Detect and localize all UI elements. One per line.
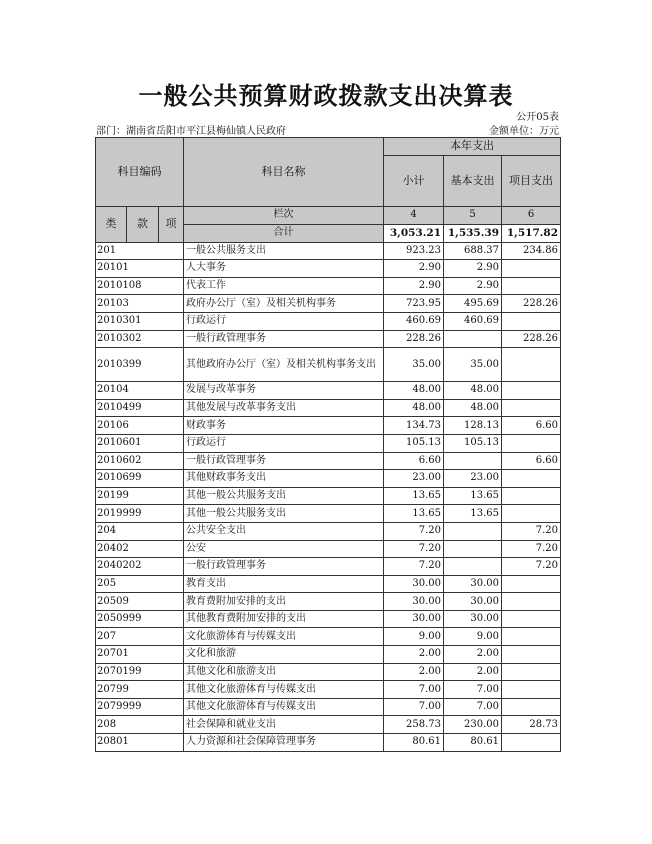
table-row — [96, 242, 561, 260]
row-subtotal: 7.20 — [384, 540, 444, 558]
row-code: 20106 — [96, 417, 184, 435]
table-row — [96, 540, 561, 558]
row-project — [502, 593, 561, 611]
row-subtotal: 30.00 — [384, 575, 444, 593]
row-code: 2010108 — [96, 277, 184, 295]
row-basic — [444, 540, 502, 558]
row-code: 205 — [96, 575, 184, 593]
row-subtotal: 228.26 — [384, 330, 444, 348]
table-row — [96, 698, 561, 716]
row-project — [502, 575, 561, 593]
row-project: 228.26 — [502, 295, 561, 313]
row-basic: 30.00 — [444, 575, 502, 593]
row-project — [502, 663, 561, 681]
row-name: 其他文化旅游体育与传媒支出 — [184, 681, 384, 699]
row-code: 20104 — [96, 382, 184, 400]
row-name: 一般行政管理事务 — [184, 558, 384, 576]
row-basic: 13.65 — [444, 487, 502, 505]
row-project — [502, 434, 561, 452]
row-name: 社会保障和就业支出 — [184, 716, 384, 734]
row-project — [502, 487, 561, 505]
row-basic: 105.13 — [444, 434, 502, 452]
table-row — [96, 312, 561, 330]
row-basic: 2.00 — [444, 663, 502, 681]
row-project: 7.20 — [502, 540, 561, 558]
table-row — [96, 470, 561, 488]
row-code: 2010699 — [96, 470, 184, 488]
table-row — [96, 382, 561, 400]
row-name: 人力资源和社会保障管理事务 — [184, 734, 384, 752]
row-basic: 2.90 — [444, 277, 502, 295]
row-basic: 23.00 — [444, 470, 502, 488]
table-row — [96, 610, 561, 628]
header-col-5: 5 — [444, 206, 502, 224]
row-name: 一般行政管理事务 — [184, 452, 384, 470]
row-code: 2010602 — [96, 452, 184, 470]
row-name: 其他文化旅游体育与传媒支出 — [184, 698, 384, 716]
row-code: 2040202 — [96, 558, 184, 576]
row-subtotal: 23.00 — [384, 470, 444, 488]
row-project: 6.60 — [502, 452, 561, 470]
row-name: 其他发展与改革事务支出 — [184, 399, 384, 417]
table-row — [96, 628, 561, 646]
header-name: 科目名称 — [184, 138, 384, 207]
table-row — [96, 487, 561, 505]
row-name: 文化和旅游 — [184, 646, 384, 664]
row-basic: 30.00 — [444, 610, 502, 628]
table-row — [96, 558, 561, 576]
row-code: 20799 — [96, 681, 184, 699]
row-name: 行政运行 — [184, 434, 384, 452]
row-project: 6.60 — [502, 417, 561, 435]
row-code: 201 — [96, 242, 184, 260]
table-row — [96, 505, 561, 523]
row-basic: 30.00 — [444, 593, 502, 611]
row-subtotal: 13.65 — [384, 505, 444, 523]
table-row — [96, 348, 561, 382]
header-basic: 基本支出 — [444, 155, 502, 206]
row-basic: 495.69 — [444, 295, 502, 313]
header-project: 项目支出 — [502, 155, 561, 206]
table-row — [96, 417, 561, 435]
table-row — [96, 330, 561, 348]
row-subtotal: 48.00 — [384, 399, 444, 417]
row-basic: 460.69 — [444, 312, 502, 330]
header-lei: 类 — [96, 206, 127, 242]
header-code: 科目编码 — [96, 138, 184, 207]
row-name: 其他财政事务支出 — [184, 470, 384, 488]
row-subtotal: 30.00 — [384, 610, 444, 628]
table-row — [96, 593, 561, 611]
expenditure-table — [95, 137, 561, 752]
row-name: 公共安全支出 — [184, 522, 384, 540]
header-year-expense: 本年支出 — [384, 138, 561, 156]
row-basic — [444, 522, 502, 540]
row-subtotal: 134.73 — [384, 417, 444, 435]
header-column-index: 栏次 — [184, 206, 384, 224]
row-subtotal: 7.20 — [384, 522, 444, 540]
row-subtotal: 35.00 — [384, 348, 444, 382]
row-name: 文化旅游体育与传媒支出 — [184, 628, 384, 646]
row-basic: 48.00 — [444, 399, 502, 417]
total-project: 1,517.82 — [502, 224, 561, 242]
row-subtotal: 2.90 — [384, 260, 444, 278]
page-title: 一般公共预算财政拨款支出决算表 — [138, 81, 514, 110]
row-basic: 7.00 — [444, 681, 502, 699]
row-code: 2010302 — [96, 330, 184, 348]
row-subtotal: 460.69 — [384, 312, 444, 330]
table-row — [96, 734, 561, 752]
row-subtotal: 7.20 — [384, 558, 444, 576]
row-code: 2079999 — [96, 698, 184, 716]
table-row — [96, 452, 561, 470]
row-project — [502, 628, 561, 646]
row-name: 行政运行 — [184, 312, 384, 330]
row-name: 人大事务 — [184, 260, 384, 278]
row-subtotal: 7.00 — [384, 698, 444, 716]
row-name: 教育费附加安排的支出 — [184, 593, 384, 611]
row-project: 228.26 — [502, 330, 561, 348]
table-row — [96, 277, 561, 295]
row-project — [502, 312, 561, 330]
table-row — [96, 399, 561, 417]
table-row — [96, 716, 561, 734]
row-code: 20101 — [96, 260, 184, 278]
row-basic: 2.00 — [444, 646, 502, 664]
row-project — [502, 348, 561, 382]
row-subtotal: 723.95 — [384, 295, 444, 313]
total-label: 合计 — [184, 224, 384, 242]
row-subtotal: 30.00 — [384, 593, 444, 611]
row-basic: 9.00 — [444, 628, 502, 646]
table-row — [96, 434, 561, 452]
row-name: 教育支出 — [184, 575, 384, 593]
row-subtotal: 80.61 — [384, 734, 444, 752]
row-basic: 688.37 — [444, 242, 502, 260]
row-name: 一般公共服务支出 — [184, 242, 384, 260]
row-project — [502, 610, 561, 628]
row-code: 20801 — [96, 734, 184, 752]
row-project — [502, 505, 561, 523]
row-project — [502, 698, 561, 716]
row-project — [502, 646, 561, 664]
row-code: 207 — [96, 628, 184, 646]
total-subtotal: 3,053.21 — [384, 224, 444, 242]
row-subtotal: 9.00 — [384, 628, 444, 646]
row-project — [502, 681, 561, 699]
table-row — [96, 522, 561, 540]
row-basic: 2.90 — [444, 260, 502, 278]
row-basic: 80.61 — [444, 734, 502, 752]
row-name: 其他一般公共服务支出 — [184, 487, 384, 505]
row-code: 2010399 — [96, 348, 184, 382]
header-kuan: 款 — [127, 206, 159, 242]
table-row — [96, 295, 561, 313]
row-basic: 35.00 — [444, 348, 502, 382]
row-project: 7.20 — [502, 558, 561, 576]
table-row — [96, 260, 561, 278]
row-name: 政府办公厅（室）及相关机构事务 — [184, 295, 384, 313]
row-subtotal: 105.13 — [384, 434, 444, 452]
header-col-6: 6 — [502, 206, 561, 224]
row-code: 208 — [96, 716, 184, 734]
row-project — [502, 470, 561, 488]
row-project: 7.20 — [502, 522, 561, 540]
row-subtotal: 7.00 — [384, 681, 444, 699]
row-name: 代表工作 — [184, 277, 384, 295]
row-code: 20103 — [96, 295, 184, 313]
table-row — [96, 663, 561, 681]
row-subtotal: 2.00 — [384, 646, 444, 664]
row-name: 其他一般公共服务支出 — [184, 505, 384, 523]
table-row — [96, 681, 561, 699]
row-basic — [444, 330, 502, 348]
row-name: 公安 — [184, 540, 384, 558]
header-xiang: 项 — [159, 206, 184, 242]
row-subtotal: 923.23 — [384, 242, 444, 260]
row-basic — [444, 452, 502, 470]
row-code: 2019999 — [96, 505, 184, 523]
row-basic — [444, 558, 502, 576]
row-code: 204 — [96, 522, 184, 540]
row-basic: 128.13 — [444, 417, 502, 435]
row-subtotal: 2.00 — [384, 663, 444, 681]
row-name: 财政事务 — [184, 417, 384, 435]
row-code: 2010301 — [96, 312, 184, 330]
row-name: 发展与改革事务 — [184, 382, 384, 400]
row-project — [502, 734, 561, 752]
row-name: 一般行政管理事务 — [184, 330, 384, 348]
row-code: 20402 — [96, 540, 184, 558]
table-row — [96, 575, 561, 593]
row-subtotal: 2.90 — [384, 277, 444, 295]
row-code: 2010499 — [96, 399, 184, 417]
form-number: 公开05表 — [516, 112, 559, 123]
row-project: 28.73 — [502, 716, 561, 734]
row-project — [502, 260, 561, 278]
row-code: 20509 — [96, 593, 184, 611]
row-code: 2050999 — [96, 610, 184, 628]
row-basic: 230.00 — [444, 716, 502, 734]
department-label: 部门：湖南省岳阳市平江县梅仙镇人民政府 — [96, 126, 286, 137]
row-subtotal: 48.00 — [384, 382, 444, 400]
row-code: 20199 — [96, 487, 184, 505]
row-project — [502, 382, 561, 400]
row-subtotal: 6.60 — [384, 452, 444, 470]
row-name: 其他教育费附加安排的支出 — [184, 610, 384, 628]
row-subtotal: 13.65 — [384, 487, 444, 505]
amount-unit-label: 金额单位：万元 — [489, 126, 559, 137]
row-name: 其他政府办公厅（室）及相关机构事务支出 — [184, 348, 384, 382]
header-subtotal: 小计 — [384, 155, 444, 206]
row-project — [502, 277, 561, 295]
row-subtotal: 258.73 — [384, 716, 444, 734]
row-name: 其他文化和旅游支出 — [184, 663, 384, 681]
row-code: 2070199 — [96, 663, 184, 681]
table-row — [96, 646, 561, 664]
total-basic: 1,535.39 — [444, 224, 502, 242]
row-basic: 48.00 — [444, 382, 502, 400]
header-col-4: 4 — [384, 206, 444, 224]
row-code: 20701 — [96, 646, 184, 664]
row-project: 234.86 — [502, 242, 561, 260]
row-code: 2010601 — [96, 434, 184, 452]
row-basic: 7.00 — [444, 698, 502, 716]
row-basic: 13.65 — [444, 505, 502, 523]
row-project — [502, 399, 561, 417]
